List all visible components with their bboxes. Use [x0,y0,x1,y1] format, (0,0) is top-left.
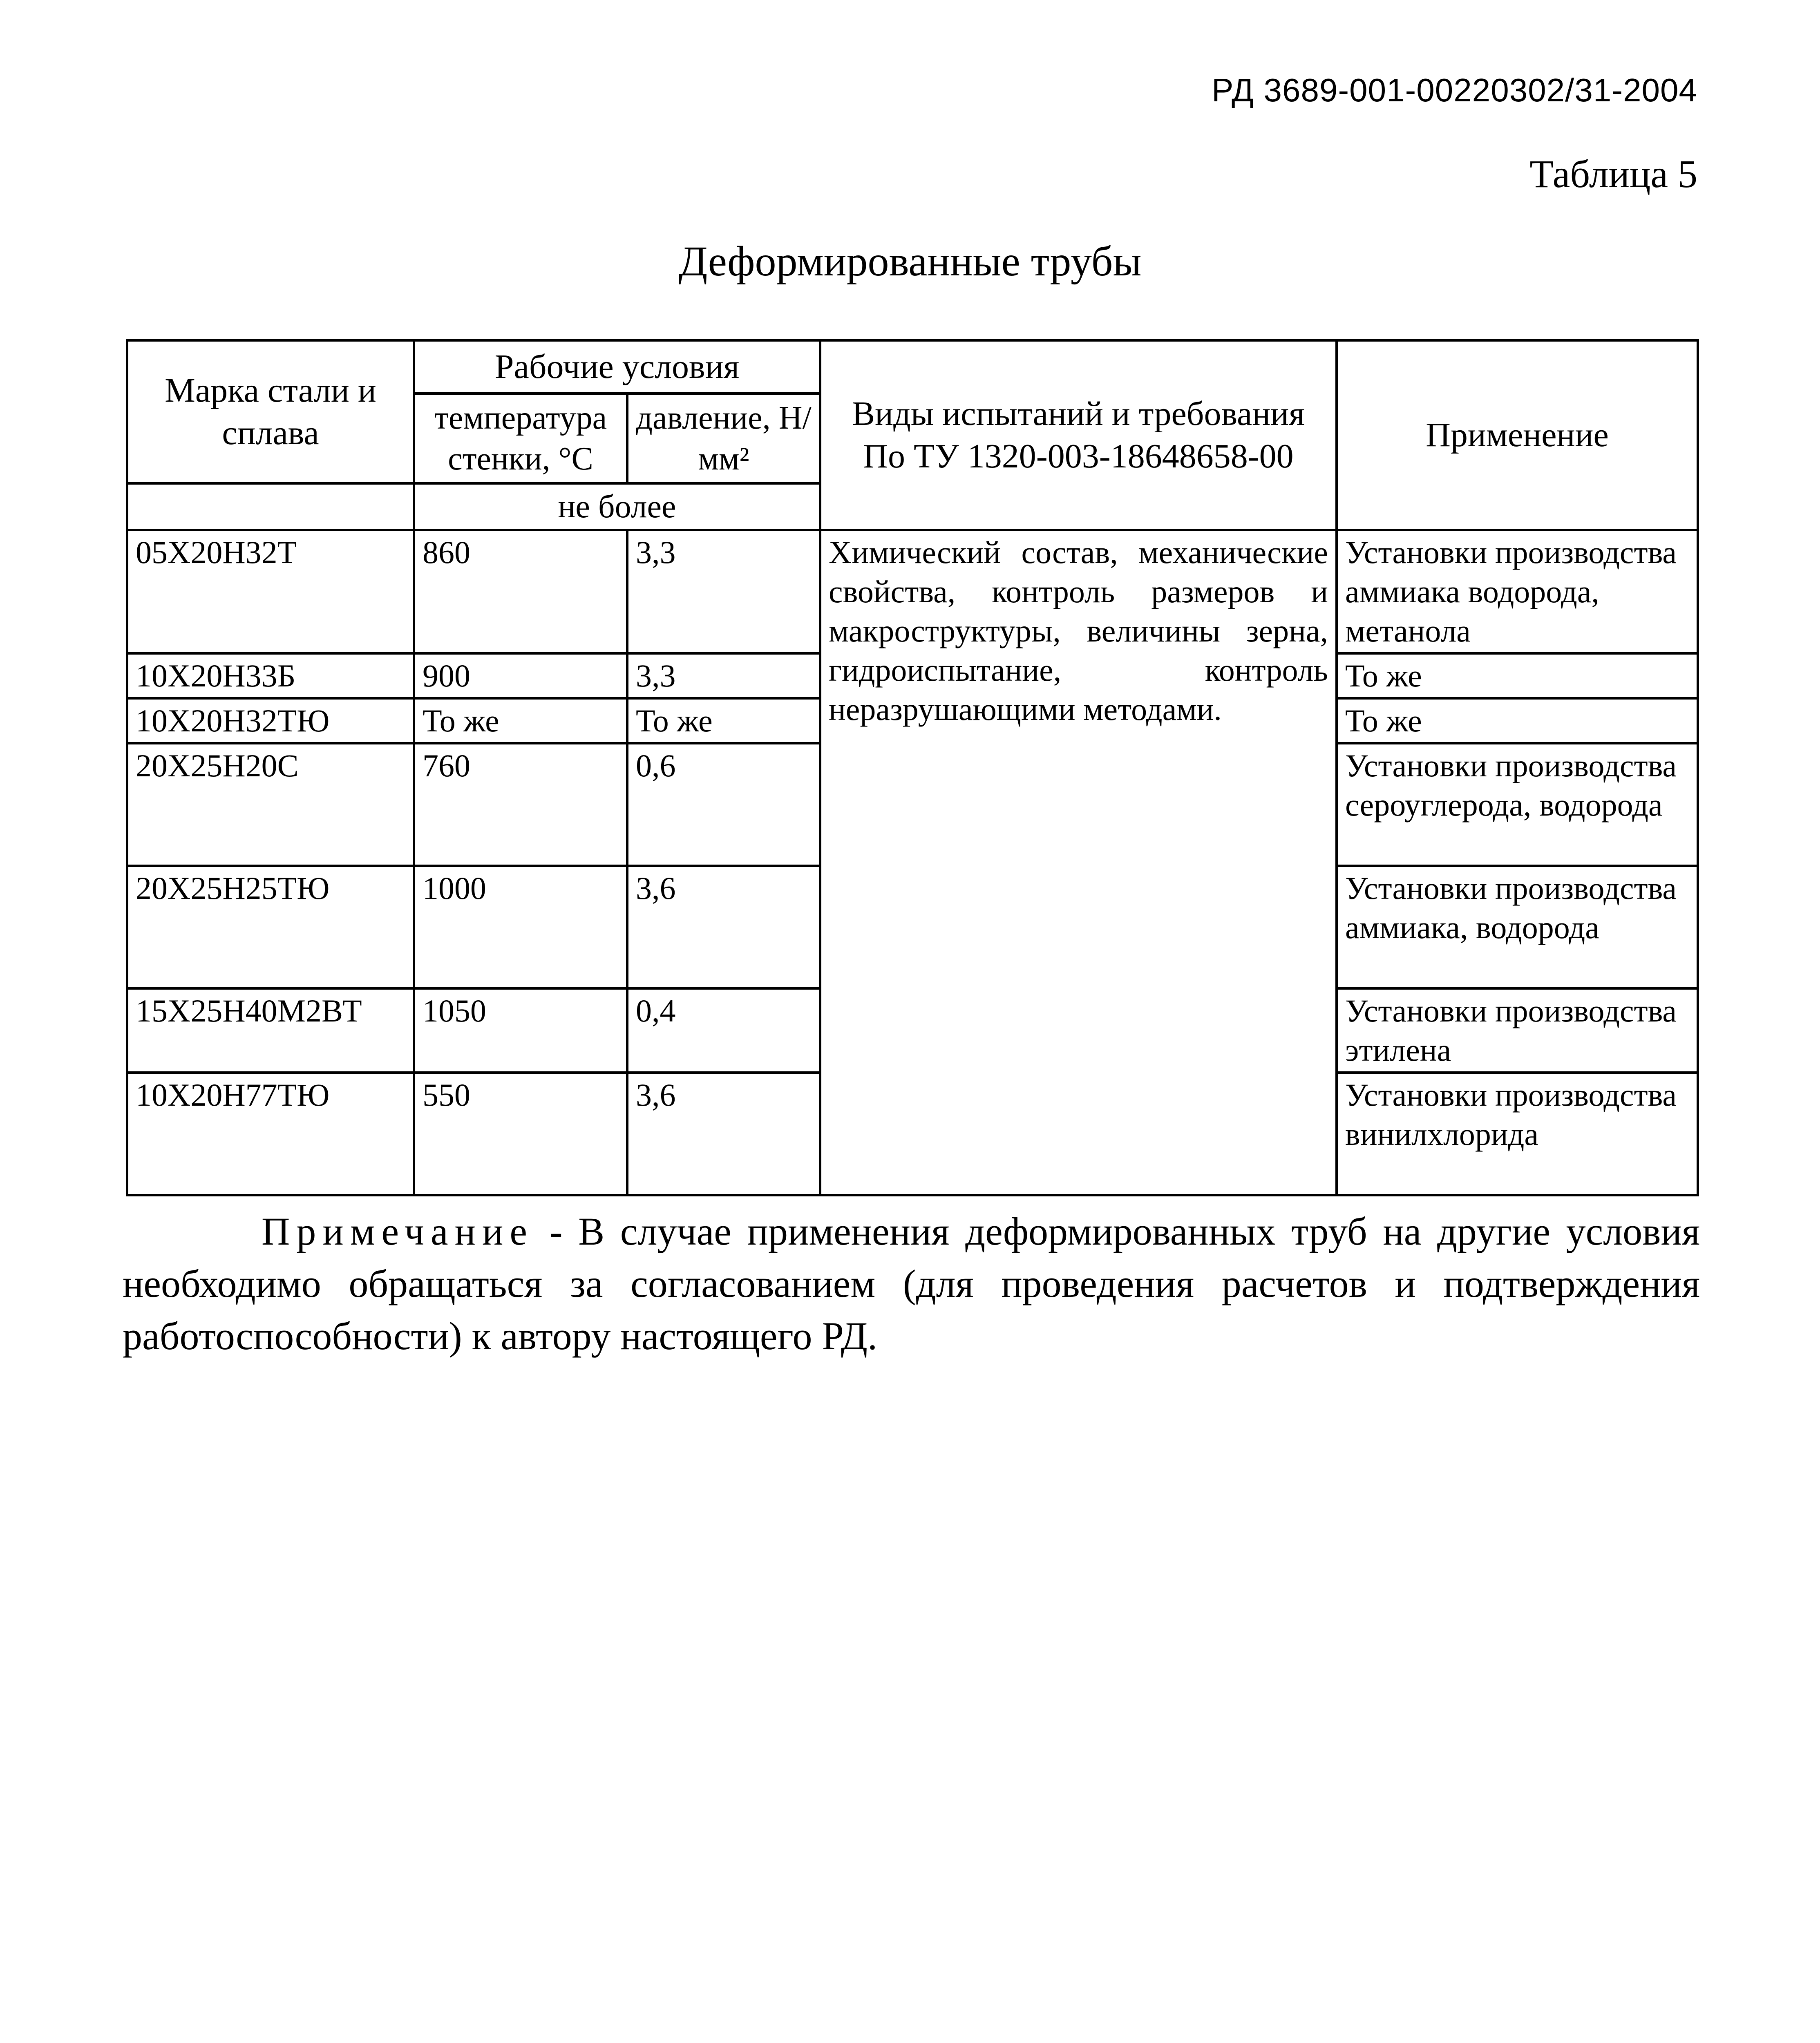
temperature-cell: 860 [414,530,627,653]
application-cell: Установки производства аммиака водорода, метанола [1337,530,1698,653]
header-conditions: Рабочие условия [414,340,820,393]
grade-cell: 10Х20Н32ТЮ [127,698,414,743]
header-tests: Виды испытаний и требования По ТУ 1320-003-18648658-00 [820,340,1337,530]
header-grade: Марка стали и сплава [127,340,414,483]
header-grade-blank [127,483,414,530]
pressure-cell: 3,6 [627,866,820,988]
note-label: Примечание [262,1209,534,1253]
pressure-cell: 0,6 [627,743,820,866]
temperature-cell: 550 [414,1073,627,1195]
pressure-cell: То же [627,698,820,743]
grade-cell: 10Х20Н33Б [127,653,414,698]
tests-requirements-cell: Химический состав, механические свойства, контроль размеров и макроструктуры, величины зерна, гидроиспытание, контроль неразрушающими методами. [820,530,1337,1195]
header-limit: не более [414,483,820,530]
table-title: Деформированные трубы [678,238,1142,285]
grade-cell: 20Х25Н20С [127,743,414,866]
grade-cell: 10Х20Н77ТЮ [127,1073,414,1195]
pressure-cell: 3,3 [627,653,820,698]
document-code: РД 3689-001-00220302/31-2004 [1212,72,1697,108]
temperature-cell: То же [414,698,627,743]
application-cell: То же [1337,698,1698,743]
header-pressure: давление, Н/мм² [627,393,820,483]
note-paragraph [123,1205,1700,1362]
temperature-cell: 900 [414,653,627,698]
header-application: Применение [1337,340,1698,530]
temperature-cell: 760 [414,743,627,866]
temperature-cell: 1050 [414,988,627,1073]
application-cell: Установки производства аммиака, водорода [1337,866,1698,988]
pressure-cell: 0,4 [627,988,820,1073]
note-text: - В случае применения деформированных труб на другие условия необходимо обращаться за согласованием (для проведения расчетов и подтверждения работоспособности) к автору настоящего РД. [123,1209,1700,1358]
grade-cell: 15Х25Н40М2ВТ [127,988,414,1073]
temperature-cell: 1000 [414,866,627,988]
application-cell: То же [1337,653,1698,698]
pressure-cell: 3,3 [627,530,820,653]
header-temperature: температура стенки, °С [414,393,627,483]
grade-cell: 20Х25Н25ТЮ [127,866,414,988]
pressure-cell: 3,6 [627,1073,820,1195]
application-cell: Установки производства винилхлорида [1337,1073,1698,1195]
grade-cell: 05Х20Н32Т [127,530,414,653]
application-cell: Установки производства сероуглерода, водорода [1337,743,1698,866]
pipes-table [126,339,1699,1196]
table-label: Таблица 5 [1529,152,1697,196]
application-cell: Установки производства этилена [1337,988,1698,1073]
